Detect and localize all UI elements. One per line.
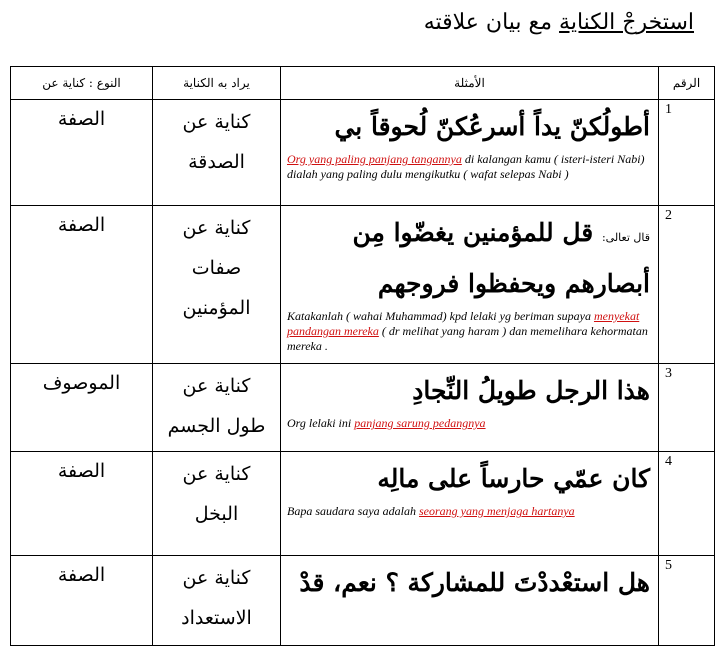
example-arabic [287,210,650,261]
translation-text: di kalangan kamu ( isteri-isteri Nabi) dialah yang paling dulu mengikutku ( wafat selepas Nabi ) [287,152,645,181]
row-type: الصفة [11,452,153,556]
header-type: النوع : كناية عن [11,67,153,100]
row-meaning [153,206,281,364]
meaning-line: البخل [194,503,239,525]
example-arabic: هل استعْددْتَ للمشاركة ؟ نعم، قدْ [299,568,650,597]
translation-highlight: panjang sarung pedangnya [354,416,486,430]
row-example [281,556,659,646]
title-sub: مع بيان علاقته [423,10,553,35]
row-type: الصفة [11,206,153,364]
table-row [11,452,715,556]
example-arabic: كان عمّي حارساً على مالِه [377,464,650,493]
row-number: 1 [659,100,715,206]
translation-text: Org lelaki ini [287,416,355,430]
row-meaning [153,100,281,206]
example-translation [287,504,650,519]
example-arabic: أطولُكنّ يداً أسرعُكنّ لُحوقاً بي [334,112,650,141]
meaning-line: كناية عن [182,463,251,485]
row-meaning [153,452,281,556]
meaning-line: كناية عن [182,217,251,239]
table-row [11,364,715,452]
row-meaning [153,556,281,646]
meaning-line: كناية عن [182,375,251,397]
header-meaning: يراد به الكناية [153,67,281,100]
row-type: الصفة [11,556,153,646]
meaning-line: كناية عن [182,567,251,589]
header-number: الرقم [659,67,715,100]
title-main: استخرجْ الكناية [559,10,694,35]
row-type: الصفة [11,100,153,206]
table-header-row [11,67,715,100]
translation-highlight: Org yang paling panjang tangannya [287,152,462,166]
meaning-line: الاستعداد [181,607,252,629]
translation-text: Bapa saudara saya adalah [287,504,419,518]
meaning-line: صفات [191,257,242,279]
meaning-line: طول الجسم [167,415,266,437]
row-type: الموصوف [11,364,153,452]
translation-text: ( dr melihat yang haram ) dan memelihara kehormatan mereka . [287,324,648,353]
row-example [281,452,659,556]
header-examples: الأمثلة [281,67,659,100]
meaning-line: المؤمنين [182,297,251,319]
example-translation [287,416,650,431]
row-example [281,100,659,206]
meaning-line: كناية عن [182,111,251,133]
example-arabic-line-2: أبصارهم ويحفظوا فروجهم [377,269,650,298]
row-number: 4 [659,452,715,556]
page-title [424,10,694,35]
row-number: 3 [659,364,715,452]
kinayah-table [10,66,715,646]
example-translation [287,309,650,354]
table-row [11,556,715,646]
example-quote-intro: قال تعالى: [601,231,650,244]
row-number: 5 [659,556,715,646]
table-row [11,206,715,364]
translation-highlight: seorang yang menjaga hartanya [419,504,575,518]
table-row [11,100,715,206]
translation-highlight: menyekat pandangan mereka [287,309,640,338]
translation-text: Katakanlah ( wahai Muhammad) kpd lelaki yg beriman supaya [287,309,594,323]
meaning-line: الصدقة [188,151,245,173]
row-meaning [153,364,281,452]
row-example [281,206,659,364]
row-example [281,364,659,452]
row-number: 2 [659,206,715,364]
example-translation [287,152,650,182]
example-arabic: هذا الرجل طويلُ النِّجادِ [412,376,650,405]
example-arabic-line: قل للمؤمنين يغضّوا مِن [352,218,594,247]
